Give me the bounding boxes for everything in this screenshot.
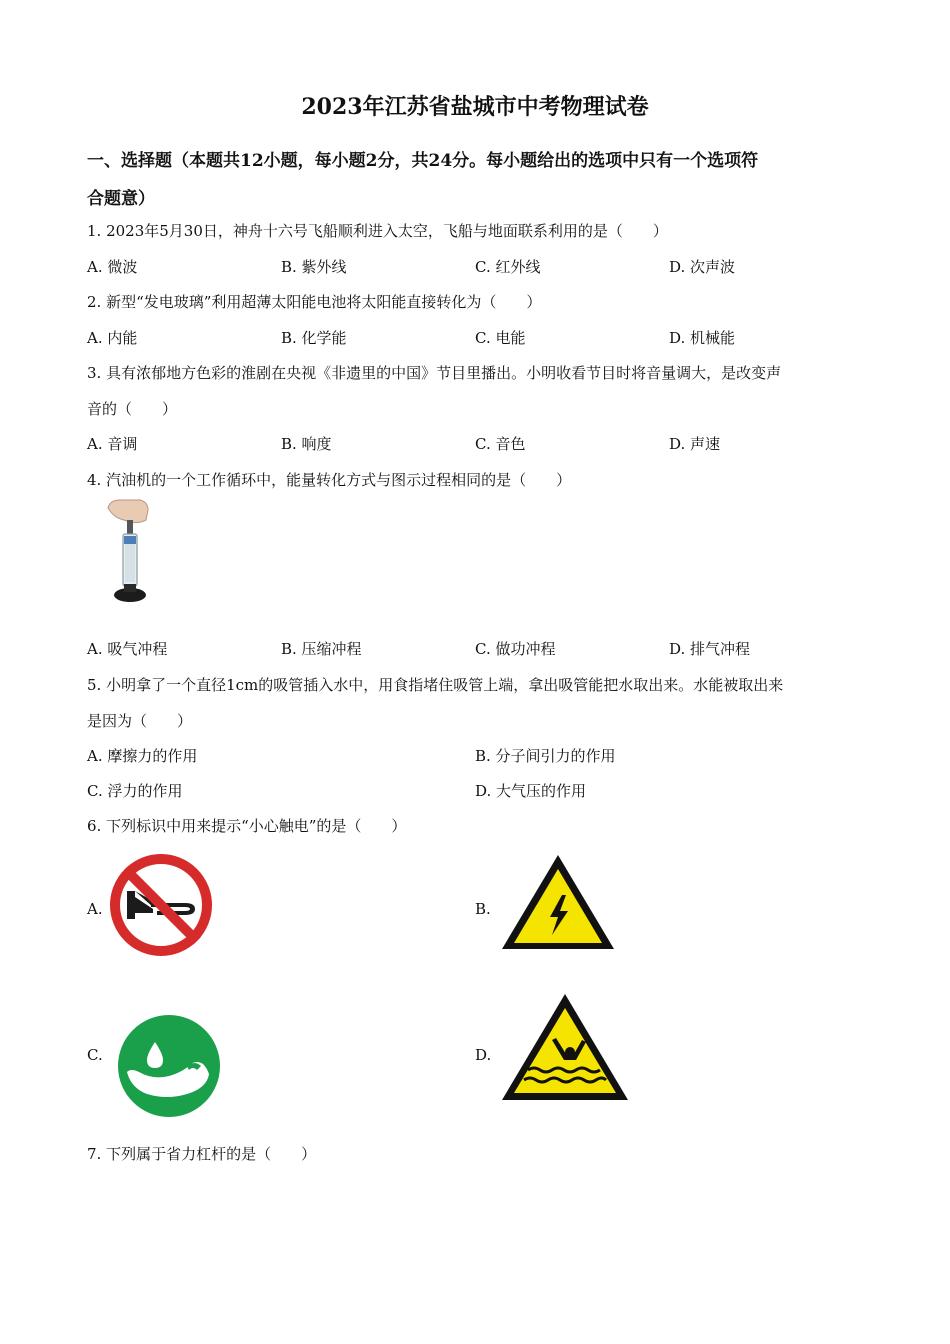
q1-option-c: C. 红外线 — [475, 258, 541, 276]
q5-option-d: D. 大气压的作用 — [475, 782, 587, 800]
q1-option-a: A. 微波 — [87, 258, 138, 276]
q5-option-b: B. 分子间引力的作用 — [475, 747, 616, 765]
question-6-stem: 6. 下列标识中用来提示“小心触电”的是（ ） — [87, 817, 407, 835]
drowning-warning-icon — [498, 990, 632, 1106]
q6-option-c-label: C. — [87, 1046, 103, 1064]
q3-option-a: A. 音调 — [87, 435, 138, 453]
section-heading-line1: 一、选择题（本题共12小题，每小题2分，共24分。每小题给出的选项中只有一个选项符 — [87, 151, 759, 171]
no-horn-sign-icon — [105, 851, 217, 959]
q2-option-d: D. 机械能 — [669, 329, 736, 347]
q1-option-b: B. 紫外线 — [281, 258, 347, 276]
q3-option-b: B. 响度 — [281, 435, 332, 453]
q3-option-d: D. 声速 — [669, 435, 721, 453]
q6-option-a-label: A. — [87, 900, 103, 918]
q5-option-c: C. 浮力的作用 — [87, 782, 183, 800]
question-2-stem: 2. 新型“发电玻璃”利用超薄太阳能电池将太阳能直接转化为（ ） — [87, 293, 542, 311]
q4-option-d: D. 排气冲程 — [669, 640, 751, 658]
q6-option-d-label: D. — [475, 1046, 492, 1064]
q2-option-a: A. 内能 — [87, 329, 138, 347]
q2-option-b: B. 化学能 — [281, 329, 347, 347]
q3-option-c: C. 音色 — [475, 435, 526, 453]
save-water-sign-icon — [117, 1014, 221, 1118]
electric-shock-warning-icon — [498, 851, 618, 953]
question-3-stem-line1: 3. 具有浓郁地方色彩的淮剧在央视《非遗里的中国》节目里播出。小明收看节目时将音量调大，是改变声 — [87, 364, 782, 382]
q1-option-d: D. 次声波 — [669, 258, 736, 276]
question-4-stem: 4. 汽油机的一个工作循环中，能量转化方式与图示过程相同的是（ ） — [87, 471, 572, 489]
question-7-stem: 7. 下列属于省力杠杆的是（ ） — [87, 1145, 317, 1163]
question-5-stem-line2: 是因为（ ） — [87, 712, 193, 730]
pump-compression-icon — [104, 498, 156, 606]
q4-option-c: C. 做功冲程 — [475, 640, 556, 658]
q6-option-b-label: B. — [475, 900, 491, 918]
q2-option-c: C. 电能 — [475, 329, 526, 347]
q5-option-a: A. 摩擦力的作用 — [87, 747, 198, 765]
question-3-stem-line2: 音的（ ） — [87, 400, 178, 418]
section-heading-line2: 合题意） — [87, 189, 155, 209]
q4-option-a: A. 吸气冲程 — [87, 640, 168, 658]
question-1-stem: 1. 2023年5月30日，神舟十六号飞船顺利进入太空，飞船与地面联系利用的是（ ） — [87, 222, 668, 240]
question-5-stem-line1: 5. 小明拿了一个直径1cm的吸管插入水中，用食指堵住吸管上端，拿出吸管能把水取出来。水能被取出来 — [87, 676, 784, 694]
page-title: 2023年江苏省盐城市中考物理试卷 — [301, 94, 649, 120]
q4-option-b: B. 压缩冲程 — [281, 640, 362, 658]
